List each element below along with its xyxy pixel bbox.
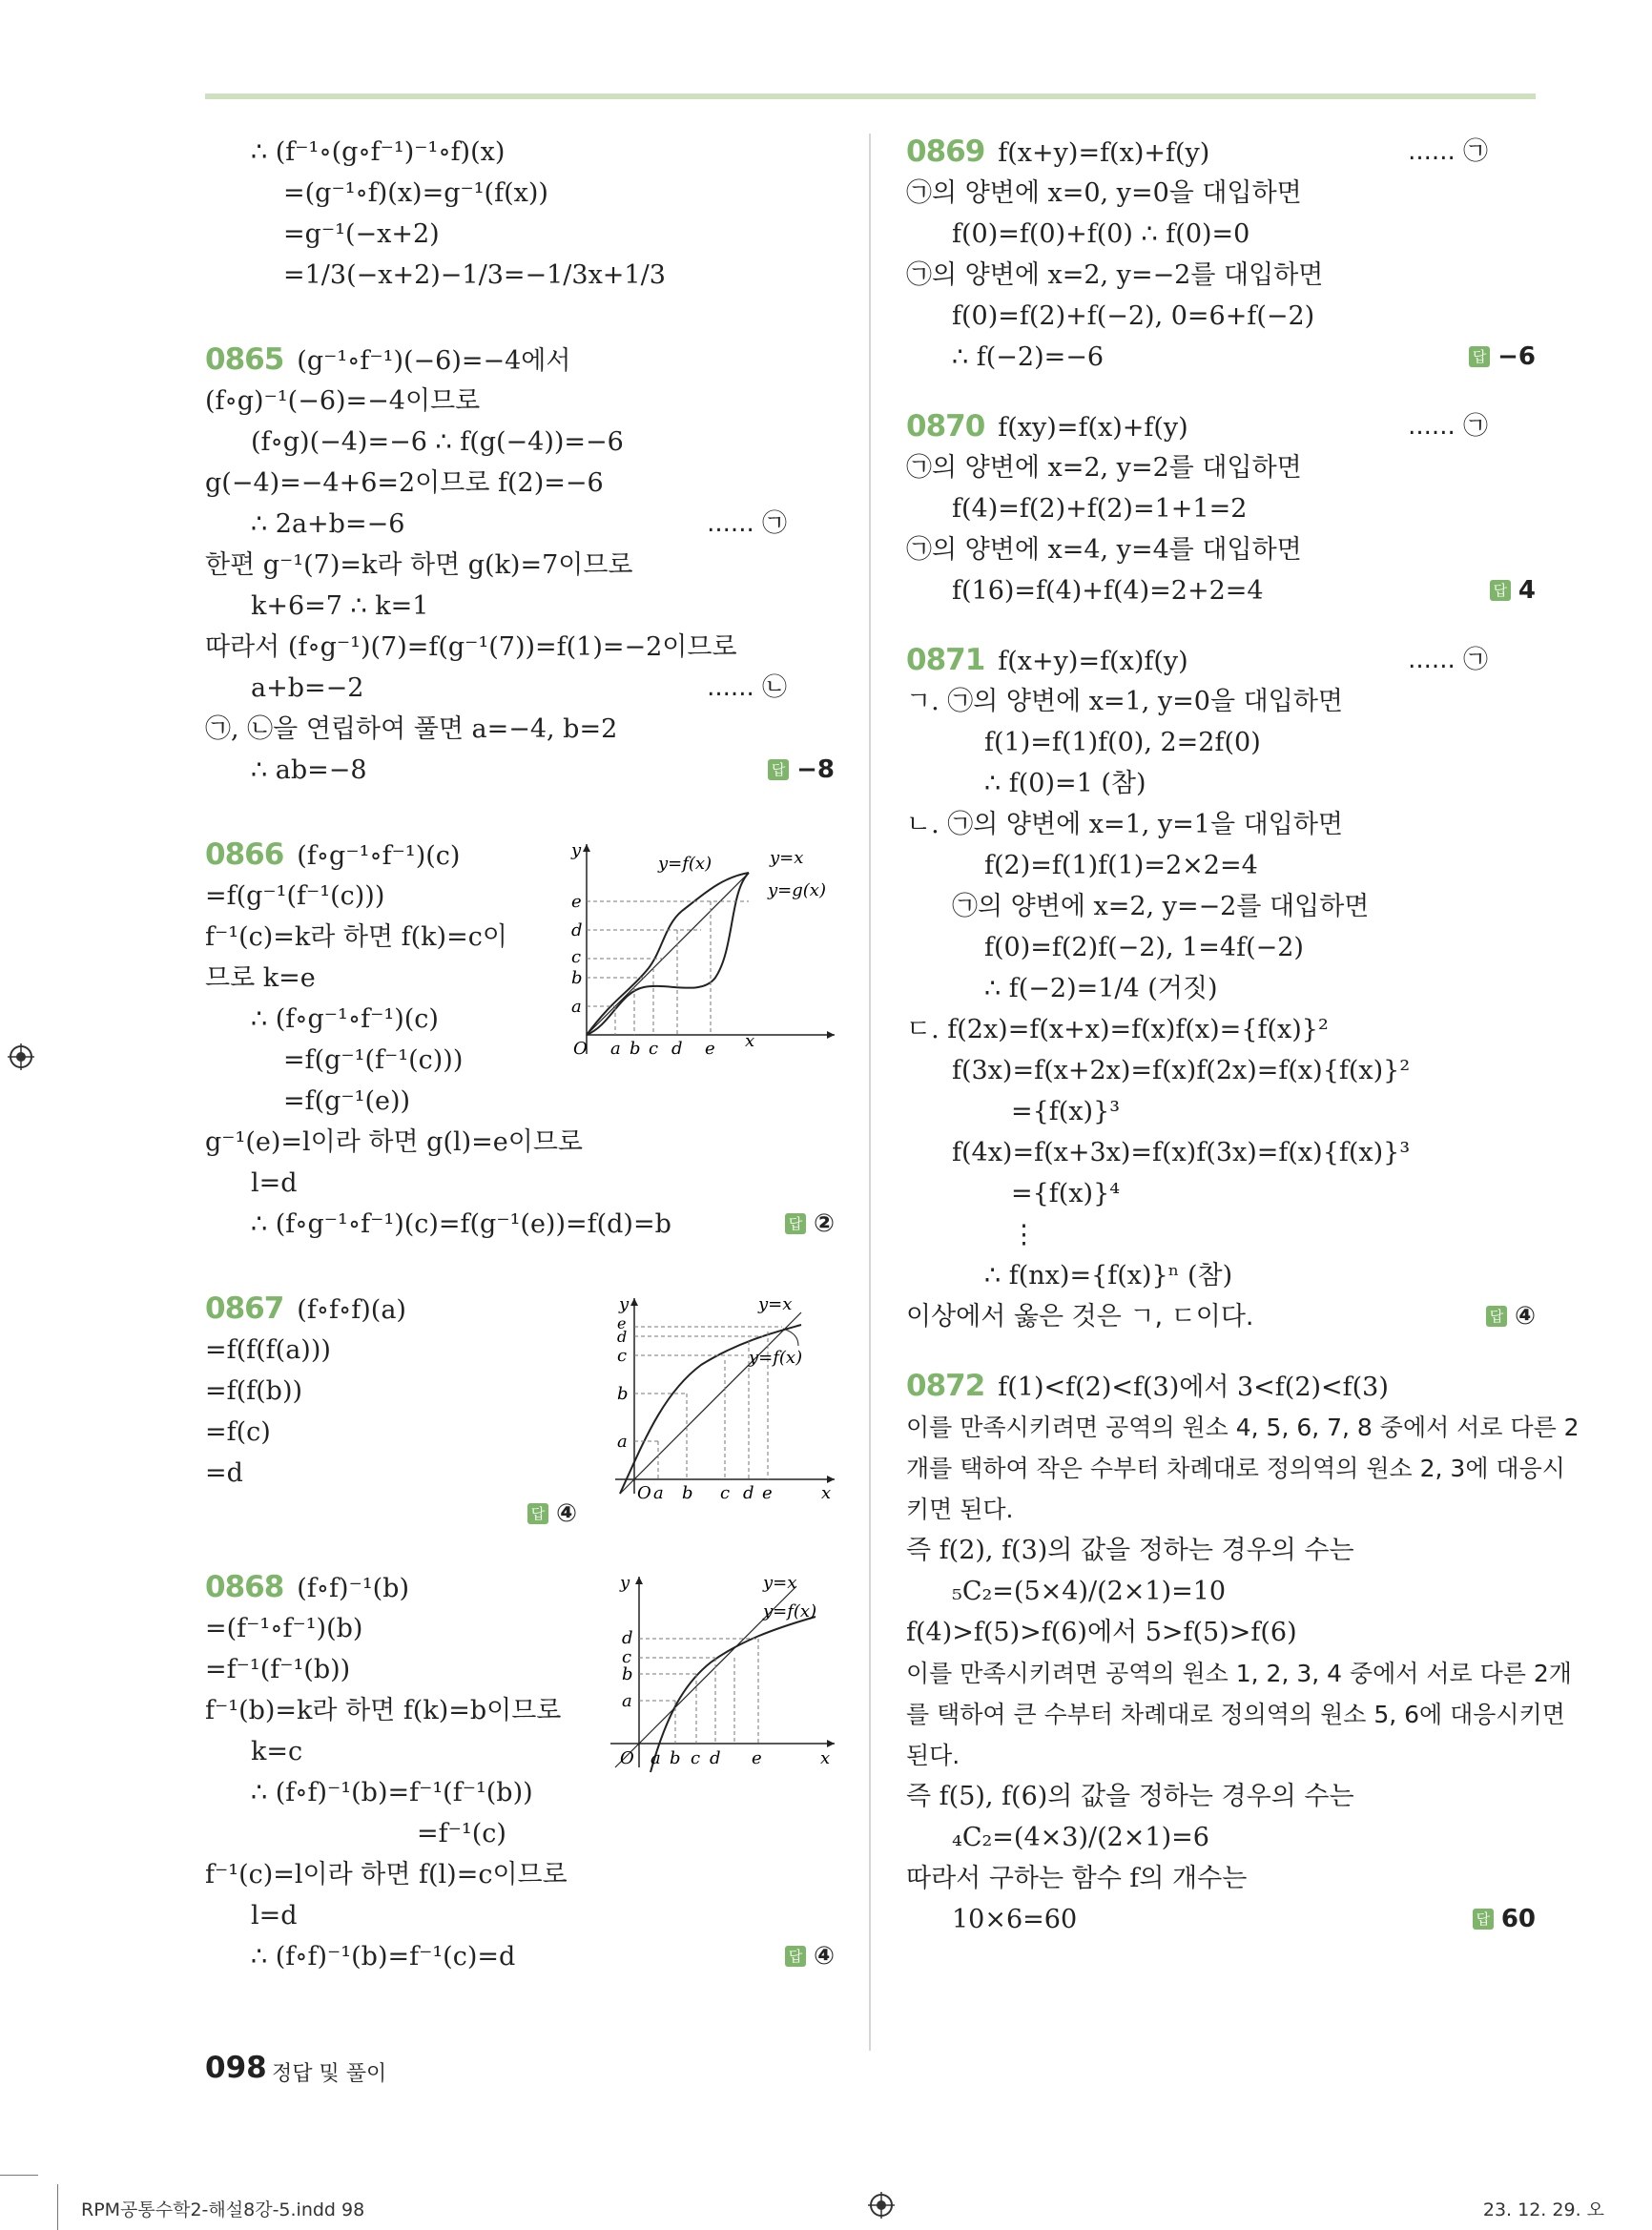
graph-label: O bbox=[573, 1039, 588, 1059]
graph-label: d bbox=[622, 1628, 633, 1648]
math-line: =1/3(−x+2)−1/3=−1/3x+1/3 bbox=[283, 260, 666, 290]
math-line: f(2)=f(1)f(1)=2×2=4 bbox=[984, 851, 1258, 880]
math-line: =f⁻¹(f⁻¹(b)) bbox=[205, 1655, 351, 1684]
page-footer-label: 정답 및 풀이 bbox=[272, 2062, 387, 2086]
top-rule bbox=[205, 93, 1536, 99]
math-line: f(4)>f(5)>f(6)에서 5>f(5)>f(6) bbox=[906, 1618, 1297, 1647]
problem-0868 bbox=[205, 1567, 835, 1977]
math-line: ∴ (f⁻¹∘(g∘f⁻¹)⁻¹∘f)(x) bbox=[251, 137, 506, 167]
math-line: 즉 f(2), f(3)의 값을 정하는 경우의 수는 bbox=[906, 1536, 1354, 1565]
graph-label: d bbox=[571, 920, 583, 940]
function-graph-0866 bbox=[558, 835, 844, 1063]
graph-label: d bbox=[743, 1483, 754, 1503]
answer-icon: 답 bbox=[1469, 346, 1490, 367]
math-line: =f(g⁻¹(f⁻¹(c))) bbox=[205, 881, 385, 911]
problem-0866 bbox=[205, 835, 835, 1245]
text-line: 이를 만족시키려면 공역의 원소 4, 5, 6, 7, 8 중에서 서로 다른 2 bbox=[906, 1414, 1580, 1441]
math-line: 즉 f(5), f(6)의 값을 정하는 경우의 수는 bbox=[906, 1782, 1354, 1811]
math-line: =f(g⁻¹(e)) bbox=[283, 1086, 411, 1116]
problem-number: 0871 bbox=[906, 643, 985, 677]
text-line: 이를 만족시키려면 공역의 원소 1, 2, 3, 4 중에서 서로 다른 2개 bbox=[906, 1660, 1572, 1687]
math-line: ∴ (f∘f)⁻¹(b)=f⁻¹(c)=d bbox=[251, 1942, 516, 1972]
graph-label: a bbox=[622, 1691, 632, 1711]
answer-icon: 답 bbox=[768, 759, 789, 780]
math-line: 이상에서 옳은 것은 ㄱ, ㄷ이다. bbox=[906, 1302, 1254, 1332]
math-line: f(16)=f(4)+f(4)=2+2=4 bbox=[952, 576, 1264, 606]
math-line: ㄱ. ㉠의 양변에 x=1, y=0을 대입하면 bbox=[906, 687, 1343, 716]
math-line: ∴ (f∘g⁻¹∘f⁻¹)(c) bbox=[251, 1004, 439, 1034]
math-line: ∴ f(nx)={f(x)}ⁿ (참) bbox=[984, 1261, 1233, 1291]
problem-number: 0867 bbox=[205, 1291, 284, 1326]
graph-label: a bbox=[571, 997, 582, 1017]
graph-label: c bbox=[691, 1748, 701, 1768]
math-line: g⁻¹(e)=l이라 하면 g(l)=e이므로 bbox=[205, 1127, 583, 1157]
text-line: 키면 된다. bbox=[906, 1496, 1014, 1523]
answer-icon: 답 bbox=[785, 1946, 806, 1967]
problem-number: 0866 bbox=[205, 837, 284, 872]
graph-label: e bbox=[752, 1748, 762, 1768]
math-line: l=d bbox=[251, 1168, 298, 1198]
answer-icon: 답 bbox=[1473, 1909, 1494, 1930]
registration-mark-icon bbox=[868, 2192, 895, 2219]
math-line: f(1)=f(1)f(0), 2=2f(0) bbox=[984, 728, 1261, 757]
math-line: f⁻¹(b)=k라 하면 f(k)=b이므로 bbox=[205, 1696, 562, 1725]
problem-0872 bbox=[906, 1366, 1580, 1940]
math-line: a+b=−2 bbox=[251, 673, 364, 703]
graph-label: y=g(x) bbox=[768, 880, 826, 900]
math-line: (g⁻¹∘f⁻¹)(−6)=−4에서 bbox=[297, 346, 571, 376]
graph-label: d bbox=[710, 1748, 721, 1768]
graph-label: c bbox=[720, 1483, 731, 1503]
graph-label: b bbox=[670, 1748, 681, 1768]
answer-icon: 답 bbox=[1486, 1306, 1507, 1327]
math-line: f(0)=f(0)+f(0) ∴ f(0)=0 bbox=[952, 219, 1250, 249]
math-line: (f∘f∘f)(a) bbox=[297, 1295, 406, 1325]
function-graph-0868 bbox=[591, 1567, 844, 1782]
graph-label: y=f(x) bbox=[749, 1348, 803, 1368]
left-column bbox=[205, 132, 835, 1977]
math-line: 한편 g⁻¹(7)=k라 하면 g(k)=7이므로 bbox=[205, 550, 633, 580]
graph-label: O bbox=[620, 1748, 634, 1768]
answer-badge: 답 ④ bbox=[1486, 1296, 1536, 1337]
answer-icon: 답 bbox=[785, 1213, 806, 1234]
problem-number: 0869 bbox=[906, 134, 985, 169]
math-line: ∴ 2a+b=−6 bbox=[251, 509, 405, 539]
math-line: ={f(x)}⁴ bbox=[1011, 1179, 1121, 1208]
equation-mark: ...... ㉠ bbox=[1408, 137, 1488, 166]
graph-label: e bbox=[762, 1483, 773, 1503]
math-line: f(0)=f(2)+f(−2), 0=6+f(−2) bbox=[952, 301, 1315, 331]
text-line: 개를 택하여 작은 수부터 차례대로 정의역의 원소 2, 3에 대응시 bbox=[906, 1455, 1565, 1482]
graph-label: e bbox=[705, 1039, 715, 1059]
math-line: ㄴ. ㉠의 양변에 x=1, y=1을 대입하면 bbox=[906, 810, 1343, 839]
math-line: f(x+y)=f(x)+f(y) bbox=[998, 138, 1210, 168]
answer-badge: 답 ④ bbox=[785, 1936, 835, 1977]
equation-mark: ...... ㉠ bbox=[707, 509, 787, 538]
graph-label: a bbox=[650, 1748, 661, 1768]
graph-label: O bbox=[637, 1483, 651, 1503]
column-divider bbox=[869, 134, 871, 2051]
math-line: ={f(x)}³ bbox=[1011, 1097, 1121, 1126]
graph-label: b bbox=[622, 1664, 633, 1684]
problem-number: 0865 bbox=[205, 342, 284, 377]
math-line: f(x+y)=f(x)f(y) bbox=[998, 647, 1188, 676]
math-line: (f∘f)⁻¹(b) bbox=[297, 1574, 409, 1603]
graph-label: c bbox=[571, 947, 582, 967]
graph-label: y=x bbox=[758, 1294, 793, 1314]
math-line: f(1)<f(2)<f(3)에서 3<f(2)<f(3) bbox=[998, 1373, 1389, 1402]
right-column bbox=[906, 132, 1580, 1940]
math-line: 따라서 (f∘g⁻¹)(7)=f(g⁻¹(7))=f(1)=−2이므로 bbox=[205, 632, 737, 662]
graph-label: e bbox=[617, 1314, 627, 1332]
answer-badge: 답 60 bbox=[1473, 1899, 1536, 1940]
math-line: ∴ f(0)=1 (참) bbox=[984, 769, 1146, 798]
math-line: ₅C₂=(5×4)/(2×1)=10 bbox=[952, 1577, 1227, 1606]
math-line: g(−4)=−4+6=2이므로 f(2)=−6 bbox=[205, 468, 604, 498]
graph-label: b bbox=[630, 1039, 641, 1059]
graph-label: a bbox=[617, 1432, 628, 1452]
math-line: =f(f(b)) bbox=[205, 1376, 303, 1406]
math-line: ∴ (f∘f)⁻¹(b)=f⁻¹(f⁻¹(b)) bbox=[251, 1778, 533, 1807]
graph-label: y bbox=[620, 1573, 630, 1593]
graph-label: a bbox=[610, 1039, 621, 1059]
graph-label: b bbox=[682, 1483, 693, 1503]
math-line: ㉠의 양변에 x=2, y=−2를 대입하면 bbox=[906, 260, 1324, 290]
intro-solution bbox=[205, 132, 835, 296]
answer-badge: 답 ④ bbox=[527, 1494, 577, 1535]
math-line: f(3x)=f(x+2x)=f(x)f(2x)=f(x){f(x)}² bbox=[952, 1056, 1411, 1085]
math-line: ∴ (f∘g⁻¹∘f⁻¹)(c)=f(g⁻¹(e))=f(d)=b bbox=[251, 1209, 671, 1239]
math-line: =f(c) bbox=[205, 1417, 271, 1447]
graph-label: c bbox=[617, 1346, 628, 1366]
answer-badge: 답 4 bbox=[1490, 570, 1536, 611]
math-line: ∴ ab=−8 bbox=[251, 755, 367, 785]
math-line: ⋮ bbox=[1011, 1220, 1037, 1249]
math-line: f(4)=f(2)+f(2)=1+1=2 bbox=[952, 494, 1248, 524]
answer-badge: 답 −6 bbox=[1469, 337, 1536, 378]
graph-label: y=x bbox=[770, 848, 804, 868]
answer-badge: 답 ② bbox=[785, 1204, 835, 1245]
problem-0865 bbox=[205, 340, 835, 791]
graph-label: x bbox=[821, 1483, 832, 1503]
problem-0870 bbox=[906, 406, 1536, 611]
math-line: ㉠의 양변에 x=2, y=−2를 대입하면 bbox=[952, 892, 1370, 921]
problem-number: 0870 bbox=[906, 409, 985, 444]
math-line: 10×6=60 bbox=[952, 1905, 1078, 1934]
math-line: (f∘g)(−4)=−6 ∴ f(g(−4))=−6 bbox=[251, 427, 624, 457]
equation-mark: ...... ㉡ bbox=[707, 673, 787, 702]
equation-mark: ...... ㉠ bbox=[1408, 646, 1488, 674]
math-line: =(f⁻¹∘f⁻¹)(b) bbox=[205, 1614, 363, 1643]
registration-mark-icon bbox=[8, 1043, 34, 1070]
answer-icon: 답 bbox=[1490, 580, 1511, 601]
slug-date: 23. 12. 29. 오 bbox=[1482, 2199, 1604, 2220]
math-line: ㉠의 양변에 x=0, y=0을 대입하면 bbox=[906, 178, 1302, 208]
graph-label: d bbox=[671, 1039, 683, 1059]
problem-number: 0868 bbox=[205, 1570, 284, 1604]
math-line: =f(f(f(a))) bbox=[205, 1335, 331, 1365]
crop-mark bbox=[0, 2175, 38, 2176]
graph-label: d bbox=[617, 1328, 628, 1346]
problem-number: 0872 bbox=[906, 1369, 985, 1403]
graph-label: b bbox=[617, 1384, 629, 1404]
math-line: ㉠의 양변에 x=4, y=4를 대입하면 bbox=[906, 535, 1302, 565]
math-line: ∴ f(−2)=1/4 (거짓) bbox=[984, 974, 1218, 1003]
math-line: =f⁻¹(c) bbox=[417, 1819, 506, 1848]
function-graph-0867 bbox=[596, 1289, 844, 1508]
page-number: 098 bbox=[205, 2051, 267, 2085]
graph-label: c bbox=[649, 1039, 659, 1059]
math-line: f(4x)=f(x+3x)=f(x)f(3x)=f(x){f(x)}³ bbox=[952, 1138, 1411, 1167]
graph-label: x bbox=[820, 1748, 831, 1768]
problem-0867 bbox=[205, 1289, 835, 1528]
math-line: =f(g⁻¹(f⁻¹(c))) bbox=[283, 1045, 464, 1075]
answer-badge: 답 −8 bbox=[768, 750, 835, 791]
math-line: =g⁻¹(−x+2) bbox=[283, 219, 440, 249]
math-line: f(0)=f(2)f(−2), 1=4f(−2) bbox=[984, 933, 1304, 962]
text-line: 를 택하여 큰 수부터 차례대로 정의역의 원소 5, 6에 대응시키면 bbox=[906, 1701, 1565, 1728]
math-line: 따라서 구하는 함수 f의 개수는 bbox=[906, 1864, 1248, 1893]
math-line: ㉠의 양변에 x=2, y=2를 대입하면 bbox=[906, 453, 1302, 483]
math-line: 므로 k=e bbox=[205, 963, 316, 993]
math-line: f(xy)=f(x)+f(y) bbox=[998, 413, 1188, 443]
problem-0869 bbox=[906, 132, 1536, 378]
math-line: =d bbox=[205, 1458, 243, 1488]
graph-label: y bbox=[571, 840, 582, 860]
math-line: (f∘g⁻¹∘f⁻¹)(c) bbox=[297, 841, 461, 871]
answer-icon: 답 bbox=[527, 1503, 548, 1524]
math-line: l=d bbox=[251, 1901, 298, 1931]
graph-label: y=x bbox=[763, 1573, 797, 1593]
graph-label: y bbox=[619, 1294, 630, 1314]
problem-0871 bbox=[906, 640, 1536, 1337]
slug-filename: RPM공통수학2-해설8강-5.indd 98 bbox=[81, 2199, 365, 2220]
math-line: k=c bbox=[251, 1737, 303, 1766]
graph-label: a bbox=[653, 1483, 664, 1503]
crop-mark bbox=[57, 2184, 58, 2230]
graph-label: b bbox=[571, 968, 583, 988]
graph-label: y=f(x) bbox=[763, 1601, 817, 1621]
equation-mark: ...... ㉠ bbox=[1408, 412, 1488, 441]
math-line: k+6=7 ∴ k=1 bbox=[251, 591, 429, 621]
math-line: ㉠, ㉡을 연립하여 풀면 a=−4, b=2 bbox=[205, 714, 618, 744]
text-line: 된다. bbox=[906, 1742, 960, 1769]
math-line: ㄷ. f(2x)=f(x+x)=f(x)f(x)={f(x)}² bbox=[906, 1015, 1329, 1044]
math-line: =(g⁻¹∘f)(x)=g⁻¹(f(x)) bbox=[283, 178, 548, 208]
graph-label: e bbox=[571, 892, 582, 912]
math-line: f⁻¹(c)=k라 하면 f(k)=c이 bbox=[205, 922, 507, 952]
graph-label: c bbox=[622, 1647, 632, 1667]
graph-label: x bbox=[745, 1031, 755, 1051]
math-line: ∴ f(−2)=−6 bbox=[952, 342, 1105, 372]
math-line: ₄C₂=(4×3)/(2×1)=6 bbox=[952, 1823, 1209, 1852]
math-line: (f∘g)⁻¹(−6)=−4이므로 bbox=[205, 386, 481, 416]
graph-label: y=f(x) bbox=[658, 854, 712, 874]
math-line: f⁻¹(c)=l이라 하면 f(l)=c이므로 bbox=[205, 1860, 568, 1889]
